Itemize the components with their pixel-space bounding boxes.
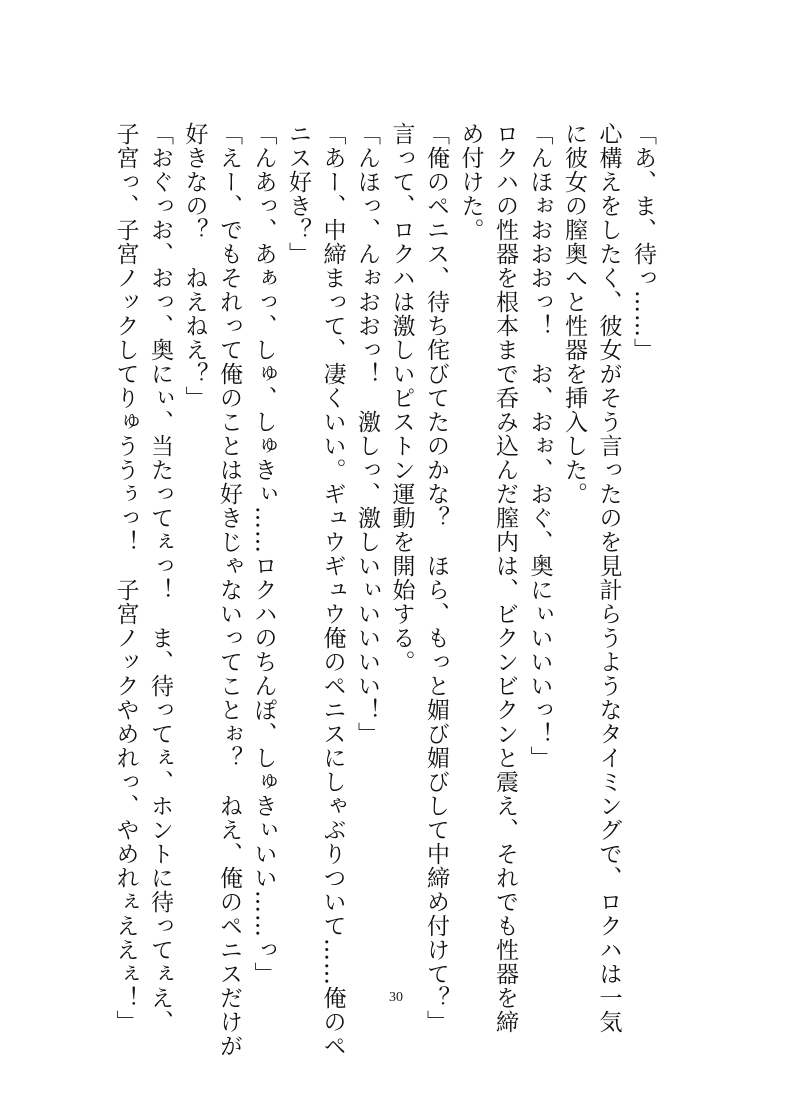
text-line: め付けた。 <box>457 122 484 242</box>
text-line: 好きなの？ ねえねえ？」 <box>181 122 208 410</box>
text-line: 言って、ロクハは激しいピストン運動を開始する。 <box>388 122 415 674</box>
text-line: に彼女の膣奥へと性器を挿入した。 <box>561 122 587 506</box>
text-line: ロクハの性器を根本まで呑み込んだ膣内は、ビクンビクンと震え、それでも性器を締 <box>492 122 518 1034</box>
text-line: 「えー、でもそれって俺のことは好きじゃないってことぉ？ ねえ、俺のペニスだけが <box>216 122 242 1058</box>
text-line: 「俺のペニス、待ち侘びてたのかな？ ほら、もっと媚び媚びして中締め付けて？」 <box>423 122 449 1034</box>
text-line: ニス好き？」 <box>285 122 311 266</box>
text-line: 「あー、中締まって、凄くいい。ギュウギュウ俺のペニスにしゃぶりついて……俺のペ <box>319 122 346 1058</box>
page-number: 30 <box>389 990 403 1005</box>
text-line: 「あ、ま、待っ……」 <box>630 122 656 362</box>
text-line: 「んあっ、あぁっ、しゅ、しゅきぃ……ロクハのちんぽ、しゅきぃいい……っ」 <box>250 122 277 986</box>
text-line: 子宮っ、子宮ノックしてりゅううぅっ！ 子宮ノックやめれっ、やめれぇええぇ！」 <box>112 122 139 1034</box>
text-line: 「んほっ、んぉおおっ！ 激しっ、激しいぃいいいい！」 <box>354 122 380 746</box>
text-line: 「んほぉおおおっ！ お、おぉ、おぐ、奥にぃいいいっ！」 <box>526 122 553 770</box>
text-line: 心構えをしたく、彼女がそう言ったのを見計らうようなタイミングで、ロクハは一気 <box>595 122 622 1034</box>
text-line: 「おぐっお、おっ、奥にぃ、当たってぇっ！ ま、待ってぇ、ホントに待ってぇえ、 <box>147 122 173 1034</box>
